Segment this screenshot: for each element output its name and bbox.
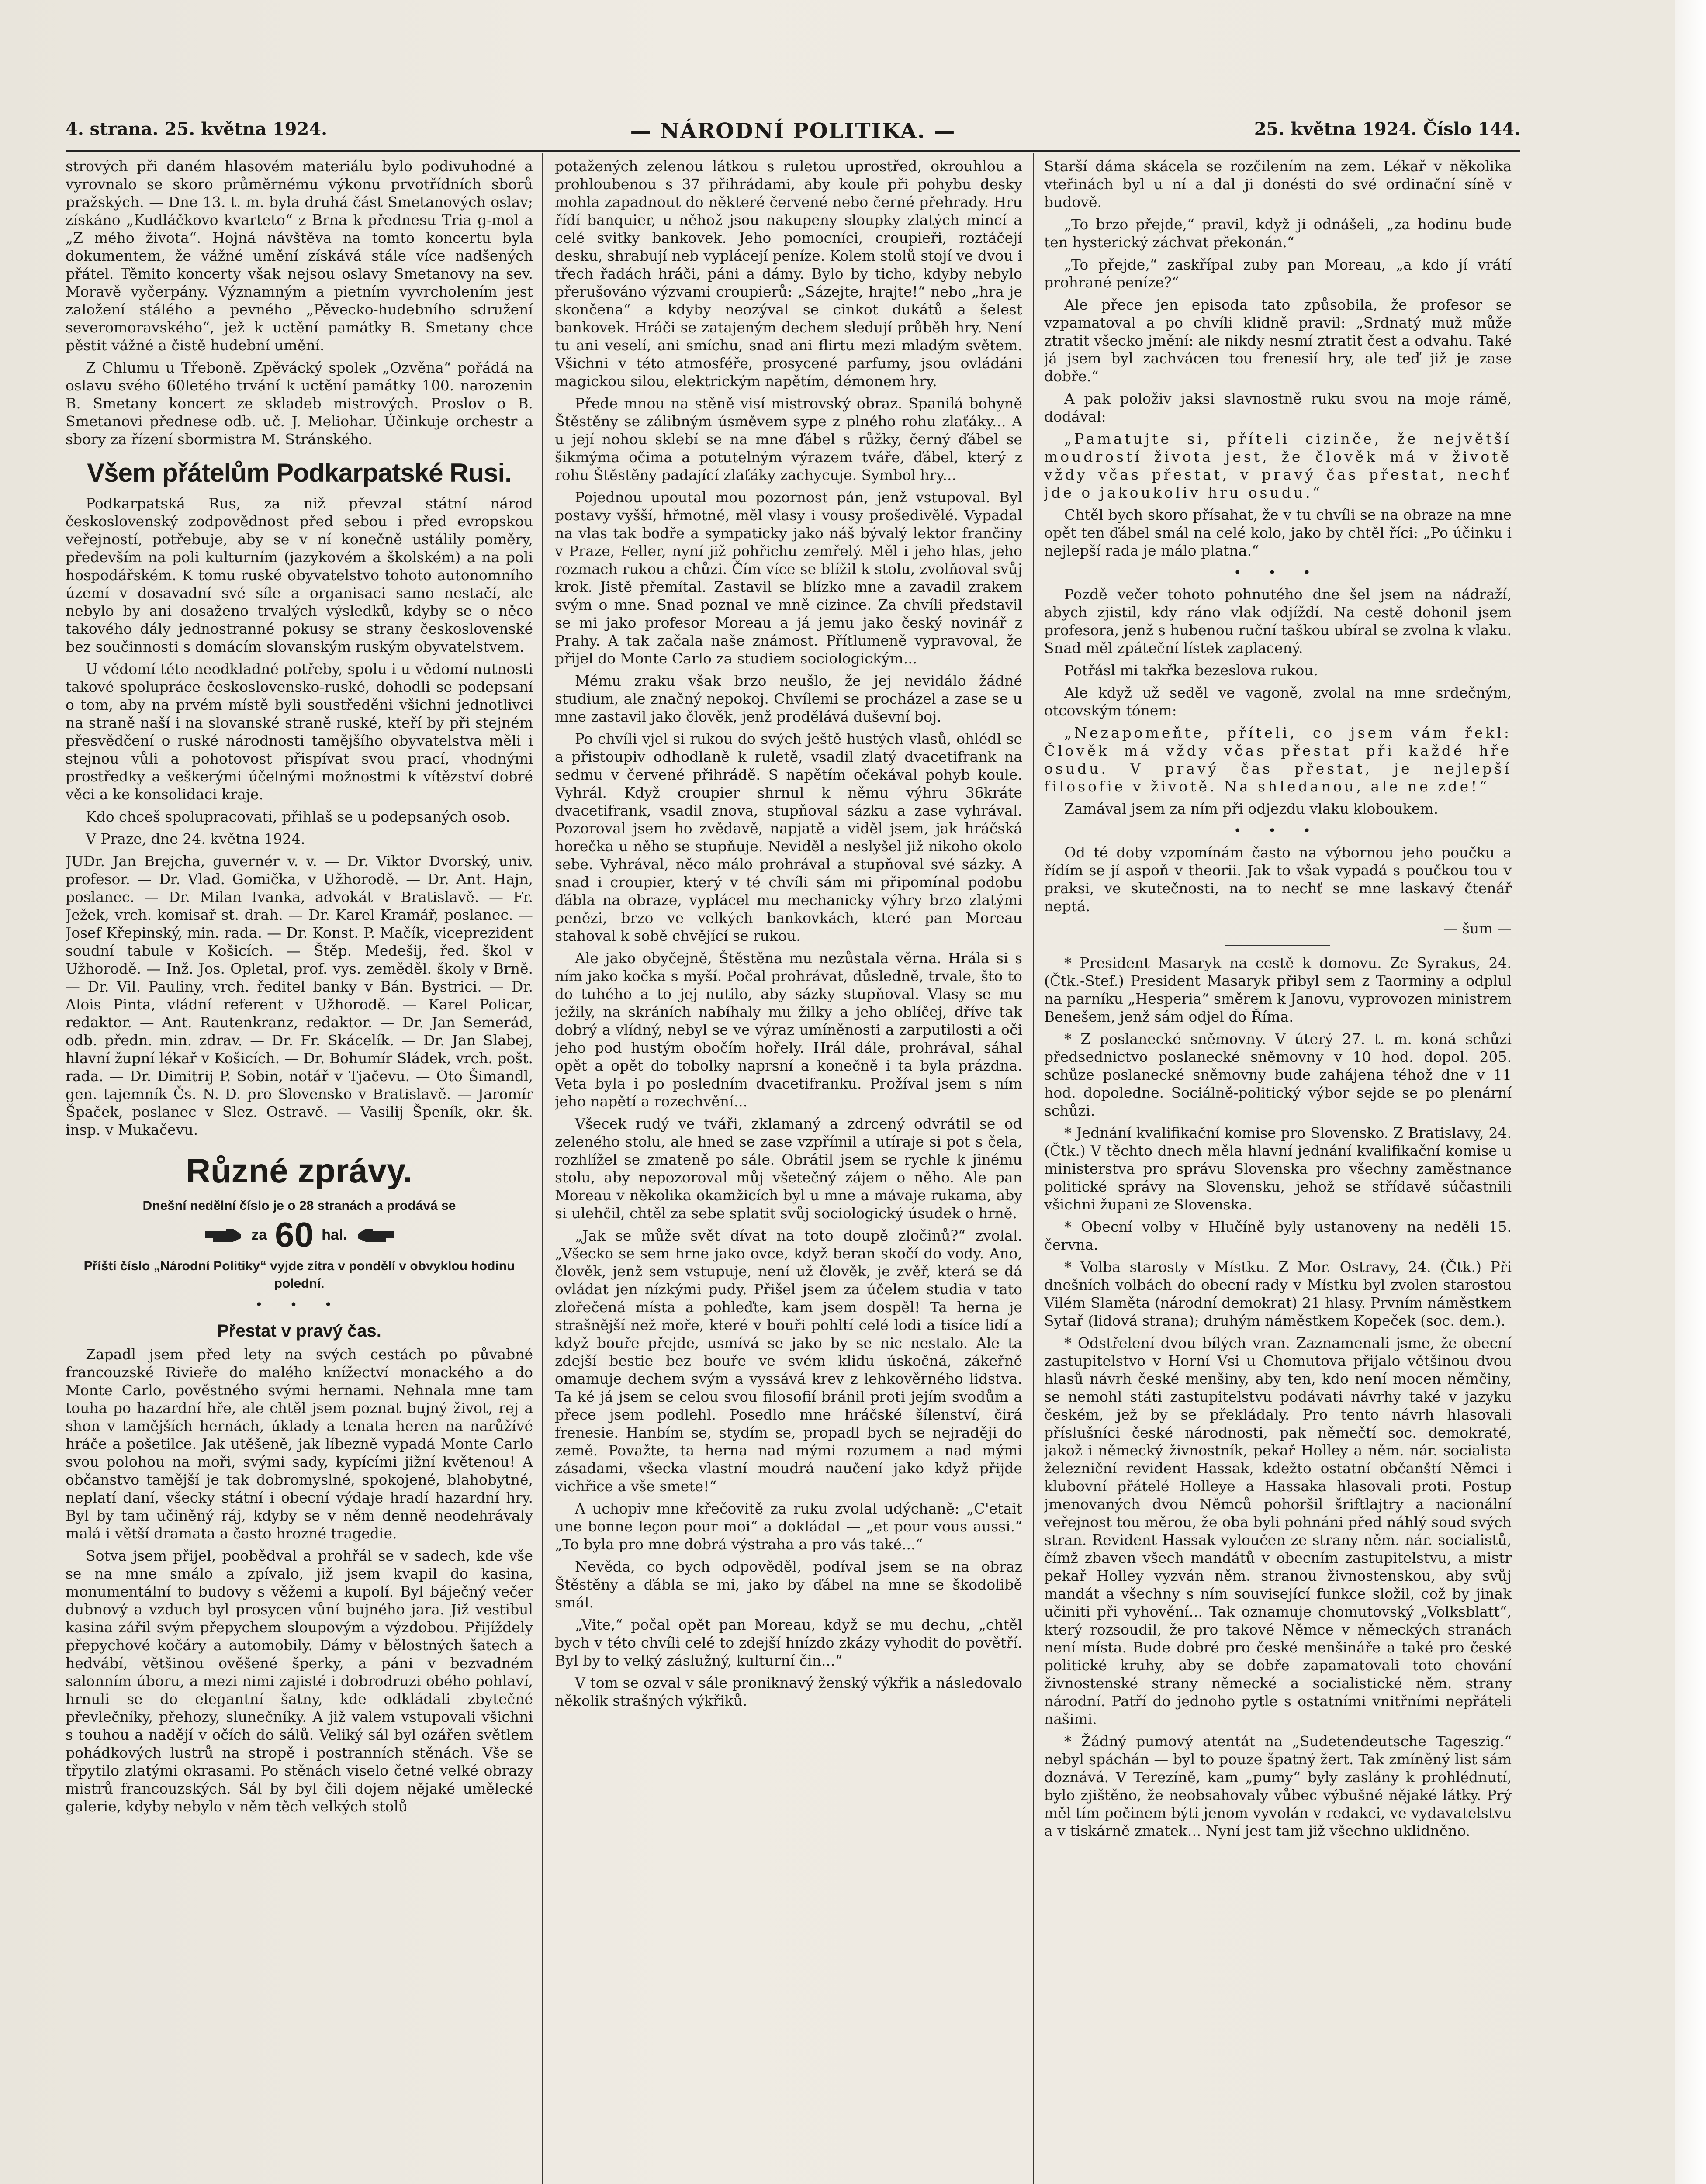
article-smetana-continuation: strových při daném hlasovém materiálu bylo podivuhodné a vyrovnalo se skoro průměrnému výkonu prvotřídních sborů pražských. — Dne 13. t. m. byla druhá část Smetanových oslav; získáno „Kudláčkovo kvarteto“ z Brna k přednesu Tria g-mol a „Z mého života“. Hojná návštěva na tomto koncertu byla dokumentem, že vážné umění získává stále více nadšených přátel. Těmito koncerty však nejsou oslavy Smetanovy na sev. Moravě vyčerpány. Významným a pietním vyvrcholením jest založení stálého a pevného „Pěvecko-hudebního sdružení severomoravského“, jež k uctění památky B. Smetany chce pěstit vážné a čistě hudební umění. [66, 158, 533, 354]
news-item-hlucin: * Obecní volby v Hlučíně byly ustanoveny na neděli 15. června. [1044, 1218, 1512, 1253]
article-end-rule [1225, 945, 1330, 946]
notice-next-issue: Příští číslo „Národní Politiky“ vyjde zítra v pondělí v obvyklou hodinu polední. [83, 1259, 515, 1291]
notice-price-row [66, 1217, 533, 1252]
article-paragraph: A pak položiv jaksi slavnostně ruku svou na moje rámě, dodával: [1044, 390, 1512, 425]
column-2 [555, 157, 1022, 2184]
price-value: 60 [275, 1215, 314, 1254]
article-paragraph: Starší dáma skácela se rozčilením na zem. Lékař v několika vteřinách byl u ní a dal ji donésti do své ordinační síně v budově. [1044, 158, 1512, 211]
article-paragraph: „Vite,“ počal opět pan Moreau, když se mu dechu, „chtěl bych v této chvíli celé to zdejší hnízdo zkázy vyhodit do povětří. Byl by to velký záslužný, kulturní čin...“ [555, 1616, 1022, 1669]
news-item-bile-vrany: * Odstřelení dvou bílých vran. Zaznamenali jsme, že obecní zastupitelstvo v Horní Vsi u Chomutova přijalo většinou dvou hlasů návrh české menšiny, aby ten, kdo není mocen němčiny, se nemohl státi zastupitelstvu podávati návrhy také v jazyku českém, jež by se překládaly. Pro tento návrh hlasovali příslušníci české národnosti, pak němečtí soc. demokraté, jakož i německý živnostník, pekař Holley a něm. nár. socialista železniční revident Hassak, kdežto ostatní občanští Němci i klubovní přátelé Holleye a Hassaka hlasovali proti. Postup jmenovaných dvou Němců pohoršil šriftlajtry a nacionální veřejnost tou měrou, že oba byli pohnáni před náhlý soud svých stran. Revident Hassak vyloučen ze strany něm. nár. socialistů, čímž zbaven všech mandátů v obecním zastupitelstvu, a mistr pekař Holley vyzván něm. stranou živnostenskou, aby svůj mandát a všechny s ním související funkce složil, což by jinak učiniti při vyhovění... Tak oznamuje chomutovský „Volksblatt“, který rozsoudil, že pro takové Němce v německých stranách není místa. Bude dobré pro české menšináře a také pro české politické kruhy, aby se dobře zapamatovali toto chování živnostenské strany německé a socialistické něm. strany národní. Patří do jednoho pytle s ostatními vnitřními nepřáteli našimi. [1044, 1334, 1512, 1728]
article-quote: „Nezapomeňte, příteli, co jsem vám řekl: Člověk má vždy včas přestat při každé hře osudu. V pravý čas přestat, je nejlepší filosofie v životě. Na shledanou, ale ne zde!“ [1044, 724, 1512, 795]
news-item-kvalifikacni-komise: * Jednání kvalifikační komise pro Slovensko. Z Bratislavy, 24. (Čtk.) V těchto dnech měla hlavní jednání kvalifikační komise u ministerstva pro správu Slovenska pro všechny zaměstnance politické správy na Slovensku, jehož se střídavě súčastnili všichni župani ze Slovenska. [1044, 1124, 1512, 1213]
article-paragraph: Pojednou upoutal mou pozornost pán, jenž vstupoval. Byl postavy vyšší, hřmotné, měl vlasy i vousy prošedivělé. Vypadal na vlas tak bodře a sympaticky jako náš bývalý lektor frančiny v Praze, Feller, nyní již pohřichu zemřelý. Měl i jeho hlas, jeho rozmach rukou a chůzi. Čím více se blížil k stolu, zvolňoval svůj krok. Jistě přemítal. Zastavil se blízko mne a zavadil zrakem svým o mne. Snad poznal ve mně cizince. Za chvíli představil se mi jako profesor Moreau a já jemu jako český novinář z Prahy. A tak začala naše známost. Přítlumeně vypravoval, že přijel do Monte Carlo za studiem sociologickým... [555, 489, 1022, 667]
pointing-hand-left-icon [355, 1225, 394, 1244]
article-paragraph: Ale když už seděl ve vagoně, zvolal na mne srdečným, otcovským tónem: [1044, 684, 1512, 719]
article-paragraph: Ale jako obyčejně, Štěstěna mu nezůstala věrna. Hrála si s ním jako kočka s myší. Počal prohrávat, důsledně, trvale, što to do tuhého a to jej nutilo, aby sázky stupňoval. Vlasy se mu ježily, na skráních nabíhaly mu žilky a jeho oblíčej, dříve tak dobrý a vlídný, nebyl se ve výraz umíněnosti a zarputilosti a oči jeho pod hustým obočím hořely. Hrál dále, prohrával, sáhal opět a opět do tobolky naprsní a konečně i ta byla prázdna. Veta byla i po posledním dvacetifranku. Prožíval jsem s ním jeho napětí a rozechvění... [555, 950, 1022, 1110]
article-paragraph: V tom se ozval v sále proniknavý ženský výkřik a následovalo několik strašných výkřiků. [555, 1674, 1022, 1709]
author-signature: — šum — [1443, 920, 1512, 937]
news-item-mistek: * Volba starosty v Místku. Z Mor. Ostravy, 24. (Čtk.) Při dnešních volbách do obecní rady v Místku byl zvolen starostou Vilém Slaměta (národní demokrat) 21 hlasy. Prvním náměstkem Sytař (lidová strana); druhým náměstkem Kopeček (soc. dem.). [1044, 1258, 1512, 1329]
page-header [66, 119, 1520, 145]
article-paragraph: potažených zelenou látkou s ruletou uprostřed, okrouhlou a prohloubenou s 37 přihrádami, aby koule při pohybu desky mohla zapadnout do některé červené nebo černé přehrady. Hru řídí banquier, u něhož jsou nakupeny sloupky zlatých mincí a celé svitky bankovek. Jeho pomocníci, croupieři, roztáčejí desku, shrabují neb vyplácejí peníze. Kolem stolů stojí ve dvou i třech řadách hráči, páni a dámy. Bylo by ticho, kdyby nebylo přerušováno výzvami croupierů: „Sázejte, hrajte!“ nebo „hra je skončena“ a kdyby neozýval se cinkot dukátů a šelest bankovek. Hráči se zatajeným dechem sledují průběh hry. Není tu ani veselí, ani smíchu, snad ani flirtu mezi mladým světem. Všichni v této atmosféře, prosycené parfumy, jsou ovládáni magickou silou, elektrickým napětím, démonem hry. [555, 158, 1022, 390]
page-edge [1675, 0, 1706, 2184]
article-paragraph: Zapadl jsem před lety na svých cestách po půvabné francouzské Rivieře do malého knížectví monackého a do Monte Carlo, pověstného svými hernami. Nehnala mne tam touha po hazardní hře, ale chtěl jsem poznat bujný život, rej a shon v tamějších hernách, úklady a tenata heren na narůžívé hráče a pošetilce. Jak utěšeně, jak líbezně vypadá Monte Carlo svou polohou na moři, svými sady, kypícími jižní květenou! A občanstvo tamější je tak dobromyslné, spokojené, blahobytné, neplatí daní, všecky státní i obecní výdaje hradí hazardní hry. Byl by tam učiněný ráj, kdyby se v něm denně neodehrávaly malá i větší dramata a často hrozné tragedie. [66, 1346, 533, 1542]
header-page-date: 4. strana. 25. května 1924. [66, 119, 328, 139]
article-paragraph: Všecek rudý ve tváři, zklamaný a zdrcený odvrátil se od zeleného stolu, ale hned se zase vzpřímil a utíraje si pot s čela, rozhlížel se zmateně po sále. Obrátil jsem se rychle k jinému stolu, aby nepozoroval můj všetečný zájem o něho. Ale pan Moreau v několika okamžicích byl u mne a mávaje rukama, aby si ulehčil, chtěl za sebe splatit svůj sociologický úsudek o hrně. [555, 1115, 1022, 1222]
article-paragraph: Potřásl mi takřka bezeslova rukou. [1064, 662, 1318, 679]
news-item-snemovna: * Z poslanecké sněmovny. V úterý 27. t. m. koná schůzi předsednictvo poslanecké sněmovny v 10 hod. dopol. 205. schůze poslanecké sněmovny bude zahájena téhož dne v 11 hod. dopoledne. Sociálně-politický výbor sejde se po plenární schůzi. [1044, 1030, 1512, 1119]
article-paragraph: Sotva jsem přijel, poobědval a prohřál se v sadech, kde vše se na mne smálo a zpívalo, již jsem kvapil do kasina, monumentální to budovy s věžemi a kupolí. Byl báječný večer dubnový a vzduch byl prosycen vůní bujného jara. Již vestibul kasina zářil svým přepychem sloupovým a výzdobou. Přijíždely přepychové kočáry a automobily. Dámy v bělostných šatech a hedvábí, většinou ověšené šperky, a páni v bezvadném salonním úboru, a mezi nimi zajisté i dobrodruzi obého pohlaví, hrnuli se do elegantní šatny, kde odkládali zbytečné převlečníky, přehozy, slunečníky. A již valem vstupovali všichni s touhou a nadějí v očích do sálů. Veliký sál byl ozářen světlem pohádkových lustrů na stropě i postranních stěnách. Vše se třpytilo zlatými okrasami. Po stěnách viselo četné velké obrazy mistrů francouzských. Sál by byl čili dojem nějaké umělecké galerie, kdyby nebylo v něm těch velkých stolů [66, 1547, 533, 1815]
column-1 [66, 157, 533, 2184]
article-paragraph: Pozdě večer tohoto pohnutého dne šel jsem na nádraží, abych zjistil, kdy ráno vlak odjíždí. Na cestě dohonil jsem profesora, jenž s hubenou ruční taškou ubíral se zvolna k vlaku. Snad měl zpáteční lístek zaplacený. [1044, 586, 1512, 657]
article-paragraph: Podkarpatská Rus, za niž převzal státní národ československý zodpovědnost před sebou i před evropskou veřejností, potřebuje, aby se v ní konečně ustálily poměry, především na poli kulturním (jazykovém a školském) a na poli hospodářském. K tomu ruské obyvatelstvo tohoto autonomního území v dosavadní své síle a organisaci samo nestačí, ale nebylo by ani dosaženo trvalých výsledků, kdyby se o něco takového dály jednostranné pokusy se strany československé bez součinnosti s domácím slovanským ruským obyvatelstvem. [66, 495, 533, 655]
article-paragraph: Po chvíli vjel si rukou do svých ještě hustých vlasů, ohlédl se a přistoupiv odhodlaně k ruletě, vsadil zlatý dvacetifrank na sedmu v červené přihrádě. S napětím očekával pohyb koule. Vyhrál. Když croupier shrnul k němu výhru 36kráte dvacetifrank, vsadil znova, stupňoval sázku a zase vyhrával. Pozoroval jsem ho zvědavě, napjatě a viděl jsem, jak hráčská horečka u něho se stupňuje. Neviděl a neslyšel již nikoho okolo sebe. Vyhrával, něco málo prohrával a stupňoval své sázky. A snad i croupier, který v té chvíli sám mi připomínal podobu ďábla na obraze, vyplácel mu mechanicky výhry brzo zlatými penězi, brzo ve velkých bankovkách, které pan Moreau stahoval k sobě chvějící se rukou. [555, 730, 1022, 944]
article-paragraph: „Jak se může svět dívat na toto doupě zločinů?“ zvolal. „Všecko se sem hrne jako ovce, když beran skočí do vody. Ano, člověk, jenž sem vstupuje, není už člověk, je zvěř, která se dá ovládat jen nízkými pudy. Přišel jsem za účelem studia v tato zlořečená místa a pohleďte, kam jsem dospěl! Ta herna je strašnější než moře, které v bouři pohltí celé lodi a tisíce lidí a když bouře přejde, usmívá se jako by se nic nestalo. Ale ta zdejší bestie bez bouře ve svém klidu úskočná, zákeřně omamuje dechem svým a vyssává krev z lehkověrného lidstva. Ta ké já jsem se celou svou filosofií bránil proti jejím svodům a přece jsem podlehl. Posedlo mne hráčské šílenství, čirá frenesie. Hanbím se, stydím se, propadl bych se nejraději do země. Považte, ta herna nad mými rozumem a nad mými zásadami, všecka vlastní moudrá naučení jako když přijde vichřice a vše smete!“ [555, 1227, 1022, 1495]
article-paragraph: A uchopiv mne křečovitě za ruku zvolal udýchaně: „C'etait une bonne leçon pour moi“ a dokládal — „et pour vous aussi.“ „To byla pro mne dobrá výstraha a pro vás také...“ [555, 1500, 1022, 1553]
article-paragraph: Přede mnou na stěně visí mistrovský obraz. Spanilá bohyně Štěstěny se zálibným úsměvem sype z plného rohu zlaťáky... A u její nohou sklebí se na mne ďábel s růžky, černý ďábel se šikmýma očima a potutelným výrazem tváře, ďábel, který z rohu Štěstěny padající zlaťáky zachycuje. Symbol hry... [555, 395, 1022, 484]
headline-prestat-v-pravy-cas: Přestat v pravý čas. [217, 1321, 381, 1341]
price-unit: hal. [322, 1226, 347, 1243]
headline-podkarpatska-rus: Všem přátelům Podkarpatské Rusi. [87, 458, 512, 487]
header-issue-number: 25. května 1924. Číslo 144. [1254, 119, 1520, 139]
article-paragraph: Ale přece jen episoda tato způsobila, že profesor se vzpamatoval a po chvíli klidně pravil: „Srdnatý muž může ztratit všecko jmění: ale nikdy nesmí ztratit čest a odvahu. Také já jsem byl zachvácen tou frenesií hry, ale teď již je zase dobře.“ [1044, 296, 1512, 385]
column-divider [1033, 153, 1034, 2184]
news-item-masaryk: * President Masaryk na cestě k domovu. Ze Syrakus, 24. (Čtk.-Stef.) President Masaryk přibyl sem z Taorminy a odplul na parníku „Hesperia“ směrem k Janovu, vyprovozen ministrem Benešem, jenž sám odjel do Říma. [1044, 954, 1512, 1025]
pointing-hand-right-icon [204, 1225, 243, 1244]
article-chlum: Z Chlumu u Třeboně. Zpěvácký spolek „Ozvěna“ pořádá na oslavu svého 60letého trvání k uctění památky 100. narozenin B. Smetany koncert ze skladeb mistrových. Proslov o B. Smetanovi přednese odb. uč. J. Meliohar. Účinkuje orchestr a sbory za řízení sbormistra M. Stránského. [66, 359, 533, 448]
article-paragraph: U vědomí této neodkladné potřeby, spolu i u vědomí nutnosti takové spolupráce československo-ruské, dohodli se podepsaní o tom, aby na prvém místě byli soustředěni všichni jednotlivci na straně naší i na slovanské straně ruské, kteří by při stejném přesvědčení o ruské národnosti tamějšího obyvatelstva měli i stejnou vůli a pohotovost přispívat svou prací, vhodnými prostředky a veškerými účelnými možnostmi k vítězství dobré věci a ke konsolidaci kraje. [66, 660, 533, 803]
dateline: V Praze, dne 24. května 1924. [86, 830, 305, 847]
column-divider [542, 153, 543, 2184]
price-prefix: za [251, 1226, 267, 1243]
article-paragraph: Kdo chceš spolupracovati, přihlaš se u podepsaných osob. [86, 808, 510, 825]
signatories-list: JUDr. Jan Brejcha, guvernér v. v. — Dr. Viktor Dvorský, univ. profesor. — Dr. Vlad. Gomička, v Užhorodě. — Dr. Ant. Hajn, poslanec. — Dr. Milan Ivanka, advokát v Bratislavě. — Fr. Ježek, vrch. komisař st. drah. — Dr. Karel Kramář, poslanec. — Josef Křepinský, min. rada. — Dr. Konst. P. Mačík, viceprezident soudní tabule v Košicích. — Štěp. Medešij, řed. škol v Užhorodě. — Inž. Jos. Opletal, prof. vys. zeměděl. školy v Brně. — Dr. Vil. Pauliny, vrch. ředitel banky v Bán. Bystrici. — Dr. Alois Pinta, vládní referent v Užhorodě. — Karel Policar, redaktor. — Ant. Rautenkranz, redaktor. — Dr. Jan Semerád, odb. předn. min. zdrav. — Dr. Fr. Skácelík. — Dr. Jan Slabej, hlavní župní lékař v Košicích. — Dr. Bohumír Sládek, vrch. pošt. rada. — Dr. Dimitrij P. Sobin, notář v Tjačevu. — Oto Šimandl, gen. tajemník Čs. N. D. pro Slovensko v Bratislavě. — Jaromír Špaček, poslanec v Slez. Ostravě. — Vasilij Špeník, okr. šk. insp. v Mukačevu. [66, 853, 533, 1138]
article-paragraph: Mému zraku však brzo neušlo, že jej nevidálo žádné studium, ale značný nepokoj. Chvílemi se procházel a zase se u mne zastavil jako člověk, jenž prodělává duševní boj. [555, 672, 1022, 725]
notice-issue-pages: Dnešní nedělní číslo je o 28 stranách a prodává se [142, 1199, 456, 1213]
header-divider [66, 150, 1520, 152]
article-paragraph: Chtěl bych skoro přísahat, že v tu chvíli se na obraze na mne opět ten ďábel smál na celé kolo, jako by chtěl říci: „Po účinku i nejlepší rada je málo platna.“ [1044, 506, 1512, 559]
separator-dots: • • • [1233, 823, 1322, 839]
article-paragraph: „To přejde,“ zaskřípal zuby pan Moreau, „a kdo jí vrátí prohrané peníze?“ [1044, 256, 1512, 291]
article-paragraph: Zamával jsem za ním při odjezdu vlaku kloboukem. [1064, 800, 1439, 817]
article-paragraph: Nevěda, co bych odpověděl, podíval jsem se na obraz Štěstěny a ďábla se mi, jako by ďábel na mne se škodolibě smál. [555, 1558, 1022, 1611]
masthead-title: — NÁRODNÍ POLITIKA. — [630, 119, 956, 143]
column-3 [1044, 157, 1512, 2184]
article-paragraph: Od té doby vzpomínám často na výbornou jeho poučku a řídím se jí aspoň v theorii. Jak to však vypadá s poučkou tou v praksi, ve skutečnosti, na to nechť se mne laskavý čtenář neptá. [1044, 844, 1512, 915]
article-paragraph: „To brzo přejde,“ pravil, když ji odnášeli, „za hodinu bude ten hysterický záchvat překonán.“ [1044, 216, 1512, 251]
news-item-pumovy-atentat: * Žádný pumový atentát na „Sudetendeutsche Tageszig.“ nebyl spáchán — byl to pouze špatný žert. Tak zmíněný list sám doznává. V Terezíně, kam „pumy“ byly zaslány k prohlédnutí, bylo zjištěno, že neobsahovaly vůbec výbušné nějaké látky. Prý měl tím počinem býti jenom vyvolán v redakci, ve vydavatelstvu a v tiskárně zmatek... Nyní jest tam již všechno uklidněno. [1044, 1733, 1512, 1839]
section-heading-ruzne-zpravy: Různé zprávy. [186, 1151, 413, 1190]
separator-dots: • • • [255, 1297, 344, 1313]
separator-dots: • • • [1233, 565, 1322, 581]
article-quote: „Pamatujte si, příteli cizinče, že největší moudrostí života jest, že člověk má v životě vždy včas přestat, v pravý čas přestat, nechť jde o jakoukoliv hru osudu.“ [1044, 430, 1512, 501]
